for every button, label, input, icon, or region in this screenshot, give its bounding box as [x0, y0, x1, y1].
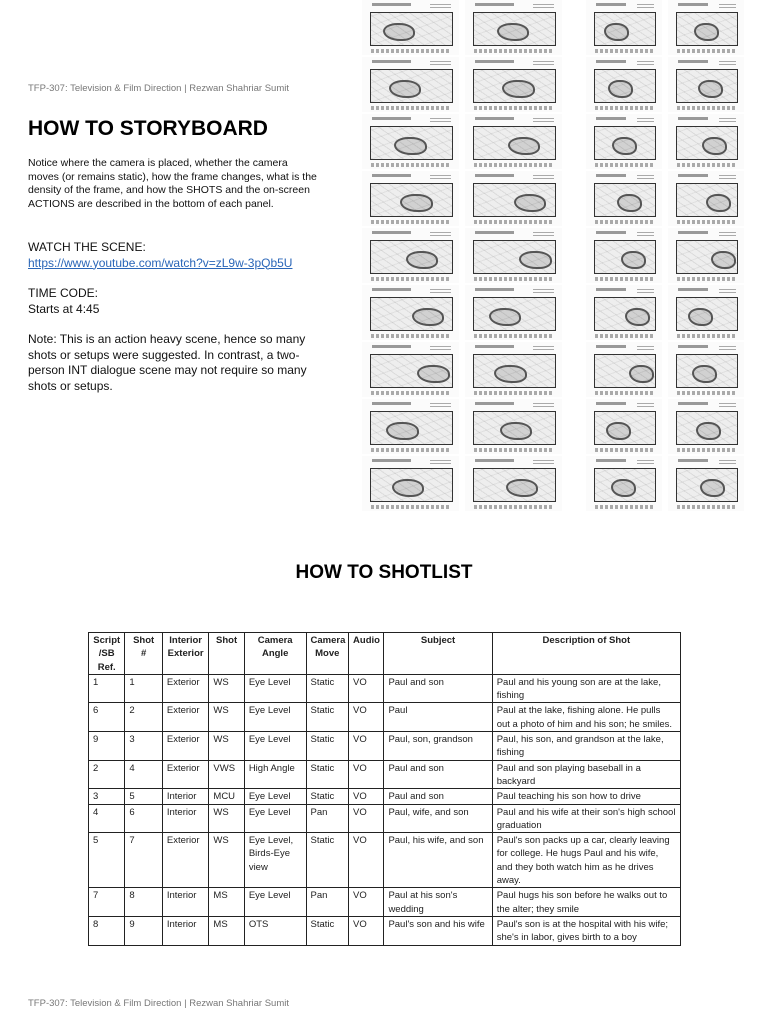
cell-shot-number: 2	[125, 703, 162, 732]
cell-audio: VO	[349, 916, 384, 945]
cell-description: Paul and his young son are at the lake, fishing	[492, 674, 680, 703]
storyboard-panel	[362, 399, 459, 454]
cell-audio: VO	[349, 833, 384, 888]
cell-script-ref: 2	[89, 760, 125, 789]
column-header-shot-number: Shot #	[125, 633, 162, 675]
timecode-value: Starts at 4:45	[28, 301, 100, 316]
cell-audio: VO	[349, 703, 384, 732]
cell-script-ref: 1	[89, 674, 125, 703]
cell-camera-move: Static	[306, 833, 349, 888]
storyboard-image-right	[586, 0, 744, 512]
cell-description: Paul's son is at the hospital with his wife; she's in labor, gives birth to a boy	[492, 916, 680, 945]
table-row	[89, 916, 681, 945]
storyboard-panel	[465, 114, 562, 169]
cell-description: Paul at the lake, fishing alone. He pulls out a photo of him and his son; he smiles.	[492, 703, 680, 732]
column-header-int-ext: Interior Exterior	[162, 633, 209, 675]
storyboard-panel	[586, 342, 662, 397]
storyboard-note: Note: This is an action heavy scene, hence so many shots or setups were suggested. In contrast, a two-person INT dialogue scene may not require so many shots or setups.	[28, 332, 307, 394]
cell-camera-move: Static	[306, 789, 349, 804]
cell-description: Paul's son packs up a car, clearly leaving for college. He hugs Paul and his wife, and they both watch him as he drives away.	[492, 833, 680, 888]
storyboard-panel	[586, 0, 662, 55]
table-row	[89, 833, 681, 888]
cell-subject: Paul and son	[384, 674, 492, 703]
storyboard-panel	[668, 57, 744, 112]
column-header-subject: Subject	[384, 633, 492, 675]
table-row	[89, 888, 681, 917]
cell-int-ext: Interior	[162, 888, 209, 917]
storyboard-panel	[586, 171, 662, 226]
watch-section	[28, 240, 328, 271]
table-row	[89, 703, 681, 732]
storyboard-panel	[362, 0, 459, 55]
storyboard-panel	[362, 285, 459, 340]
cell-camera-angle: Eye Level, Birds-Eye view	[244, 833, 306, 888]
storyboard-panel	[668, 171, 744, 226]
cell-camera-angle: Eye Level	[244, 804, 306, 833]
column-header-shot-size: Shot	[209, 633, 244, 675]
cell-description: Paul teaching his son how to drive	[492, 789, 680, 804]
storyboard-panel	[586, 456, 662, 511]
storyboard-panel	[362, 114, 459, 169]
cell-description: Paul, his son, and grandson at the lake, fishing	[492, 732, 680, 761]
cell-camera-move: Static	[306, 674, 349, 703]
storyboard-panel	[362, 57, 459, 112]
storyboard-panel	[586, 399, 662, 454]
storyboard-panel	[586, 228, 662, 283]
storyboard-panel	[586, 114, 662, 169]
cell-int-ext: Exterior	[162, 833, 209, 888]
column-header-camera-angle: Camera Angle	[244, 633, 306, 675]
cell-shot-number: 3	[125, 732, 162, 761]
shotlist-table	[88, 632, 681, 946]
storyboard-panel	[586, 57, 662, 112]
storyboard-panel	[668, 0, 744, 55]
cell-shot-number: 7	[125, 833, 162, 888]
storyboard-panel	[362, 342, 459, 397]
table-row	[89, 674, 681, 703]
cell-camera-angle: Eye Level	[244, 732, 306, 761]
cell-shot-size: WS	[209, 703, 244, 732]
table-row	[89, 760, 681, 789]
cell-int-ext: Interior	[162, 916, 209, 945]
timecode-section	[28, 286, 328, 317]
cell-audio: VO	[349, 760, 384, 789]
cell-script-ref: 8	[89, 916, 125, 945]
storyboard-panel	[586, 285, 662, 340]
storyboard-panel	[465, 456, 562, 511]
cell-shot-number: 8	[125, 888, 162, 917]
storyboard-panel	[668, 456, 744, 511]
storyboard-title: HOW TO STORYBOARD	[28, 117, 268, 140]
cell-shot-number: 5	[125, 789, 162, 804]
cell-camera-angle: Eye Level	[244, 789, 306, 804]
cell-script-ref: 5	[89, 833, 125, 888]
cell-subject: Paul at his son's wedding	[384, 888, 492, 917]
storyboard-panel	[362, 171, 459, 226]
cell-audio: VO	[349, 804, 384, 833]
storyboard-panel	[465, 171, 562, 226]
storyboard-panel	[465, 0, 562, 55]
cell-audio: VO	[349, 674, 384, 703]
cell-shot-number: 9	[125, 916, 162, 945]
cell-camera-angle: OTS	[244, 916, 306, 945]
cell-int-ext: Exterior	[162, 760, 209, 789]
storyboard-panel	[465, 342, 562, 397]
shotlist-header-row	[89, 633, 681, 675]
storyboard-panel	[465, 228, 562, 283]
cell-camera-move: Static	[306, 760, 349, 789]
cell-shot-size: VWS	[209, 760, 244, 789]
shotlist-title: HOW TO SHOTLIST	[295, 562, 473, 583]
cell-camera-move: Pan	[306, 888, 349, 917]
storyboard-panel	[668, 228, 744, 283]
cell-camera-move: Static	[306, 703, 349, 732]
table-row	[89, 732, 681, 761]
cell-description: Paul and his wife at their son's high school graduation	[492, 804, 680, 833]
storyboard-panel	[465, 399, 562, 454]
cell-shot-size: MS	[209, 916, 244, 945]
cell-audio: VO	[349, 789, 384, 804]
storyboard-panel	[362, 456, 459, 511]
watch-link[interactable]: https://www.youtube.com/watch?v=zL9w-3pQb5U	[28, 255, 293, 270]
cell-camera-move: Pan	[306, 804, 349, 833]
timecode-label: TIME CODE:	[28, 286, 99, 300]
cell-subject: Paul's son and his wife	[384, 916, 492, 945]
cell-subject: Paul and son	[384, 789, 492, 804]
storyboard-panel	[465, 57, 562, 112]
storyboard-panel	[668, 114, 744, 169]
storyboard-image-left	[362, 0, 562, 512]
column-header-audio: Audio	[349, 633, 384, 675]
cell-subject: Paul and son	[384, 760, 492, 789]
cell-camera-angle: Eye Level	[244, 703, 306, 732]
cell-subject: Paul, wife, and son	[384, 804, 492, 833]
cell-audio: VO	[349, 888, 384, 917]
cell-script-ref: 9	[89, 732, 125, 761]
cell-shot-size: WS	[209, 732, 244, 761]
storyboard-panel	[362, 228, 459, 283]
cell-script-ref: 7	[89, 888, 125, 917]
cell-audio: VO	[349, 732, 384, 761]
cell-subject: Paul	[384, 703, 492, 732]
page-footer: TFP-307: Television & Film Direction | Rezwan Shahriar Sumit	[28, 998, 289, 1009]
storyboard-panel	[465, 285, 562, 340]
cell-shot-number: 4	[125, 760, 162, 789]
table-row	[89, 804, 681, 833]
cell-int-ext: Exterior	[162, 703, 209, 732]
watch-label: WATCH THE SCENE:	[28, 240, 146, 254]
column-header-script-ref: Script /SB Ref.	[89, 633, 125, 675]
page-header: TFP-307: Television & Film Direction | Rezwan Shahriar Sumit	[28, 83, 289, 94]
storyboard-intro: Notice where the camera is placed, whether the camera moves (or remains static), how the frame changes, what is the density of the frame, and how the SHOTS and the on-screen ACTIONS are described in the bottom of each panel.	[28, 157, 317, 211]
cell-int-ext: Exterior	[162, 732, 209, 761]
cell-int-ext: Exterior	[162, 674, 209, 703]
storyboard-panel	[668, 342, 744, 397]
cell-script-ref: 3	[89, 789, 125, 804]
cell-script-ref: 4	[89, 804, 125, 833]
cell-subject: Paul, his wife, and son	[384, 833, 492, 888]
cell-description: Paul hugs his son before he walks out to the alter; they smile	[492, 888, 680, 917]
cell-camera-angle: Eye Level	[244, 888, 306, 917]
cell-script-ref: 6	[89, 703, 125, 732]
table-row	[89, 789, 681, 804]
cell-camera-angle: High Angle	[244, 760, 306, 789]
column-header-camera-move: Camera Move	[306, 633, 349, 675]
cell-subject: Paul, son, grandson	[384, 732, 492, 761]
storyboard-panel	[668, 285, 744, 340]
column-header-description: Description of Shot	[492, 633, 680, 675]
cell-int-ext: Interior	[162, 789, 209, 804]
cell-camera-move: Static	[306, 732, 349, 761]
cell-shot-size: WS	[209, 833, 244, 888]
cell-shot-size: MS	[209, 888, 244, 917]
cell-int-ext: Interior	[162, 804, 209, 833]
cell-shot-number: 6	[125, 804, 162, 833]
cell-description: Paul and son playing baseball in a backyard	[492, 760, 680, 789]
cell-shot-size: MCU	[209, 789, 244, 804]
cell-camera-angle: Eye Level	[244, 674, 306, 703]
cell-camera-move: Static	[306, 916, 349, 945]
cell-shot-size: WS	[209, 674, 244, 703]
cell-shot-size: WS	[209, 804, 244, 833]
storyboard-panel	[668, 399, 744, 454]
cell-shot-number: 1	[125, 674, 162, 703]
